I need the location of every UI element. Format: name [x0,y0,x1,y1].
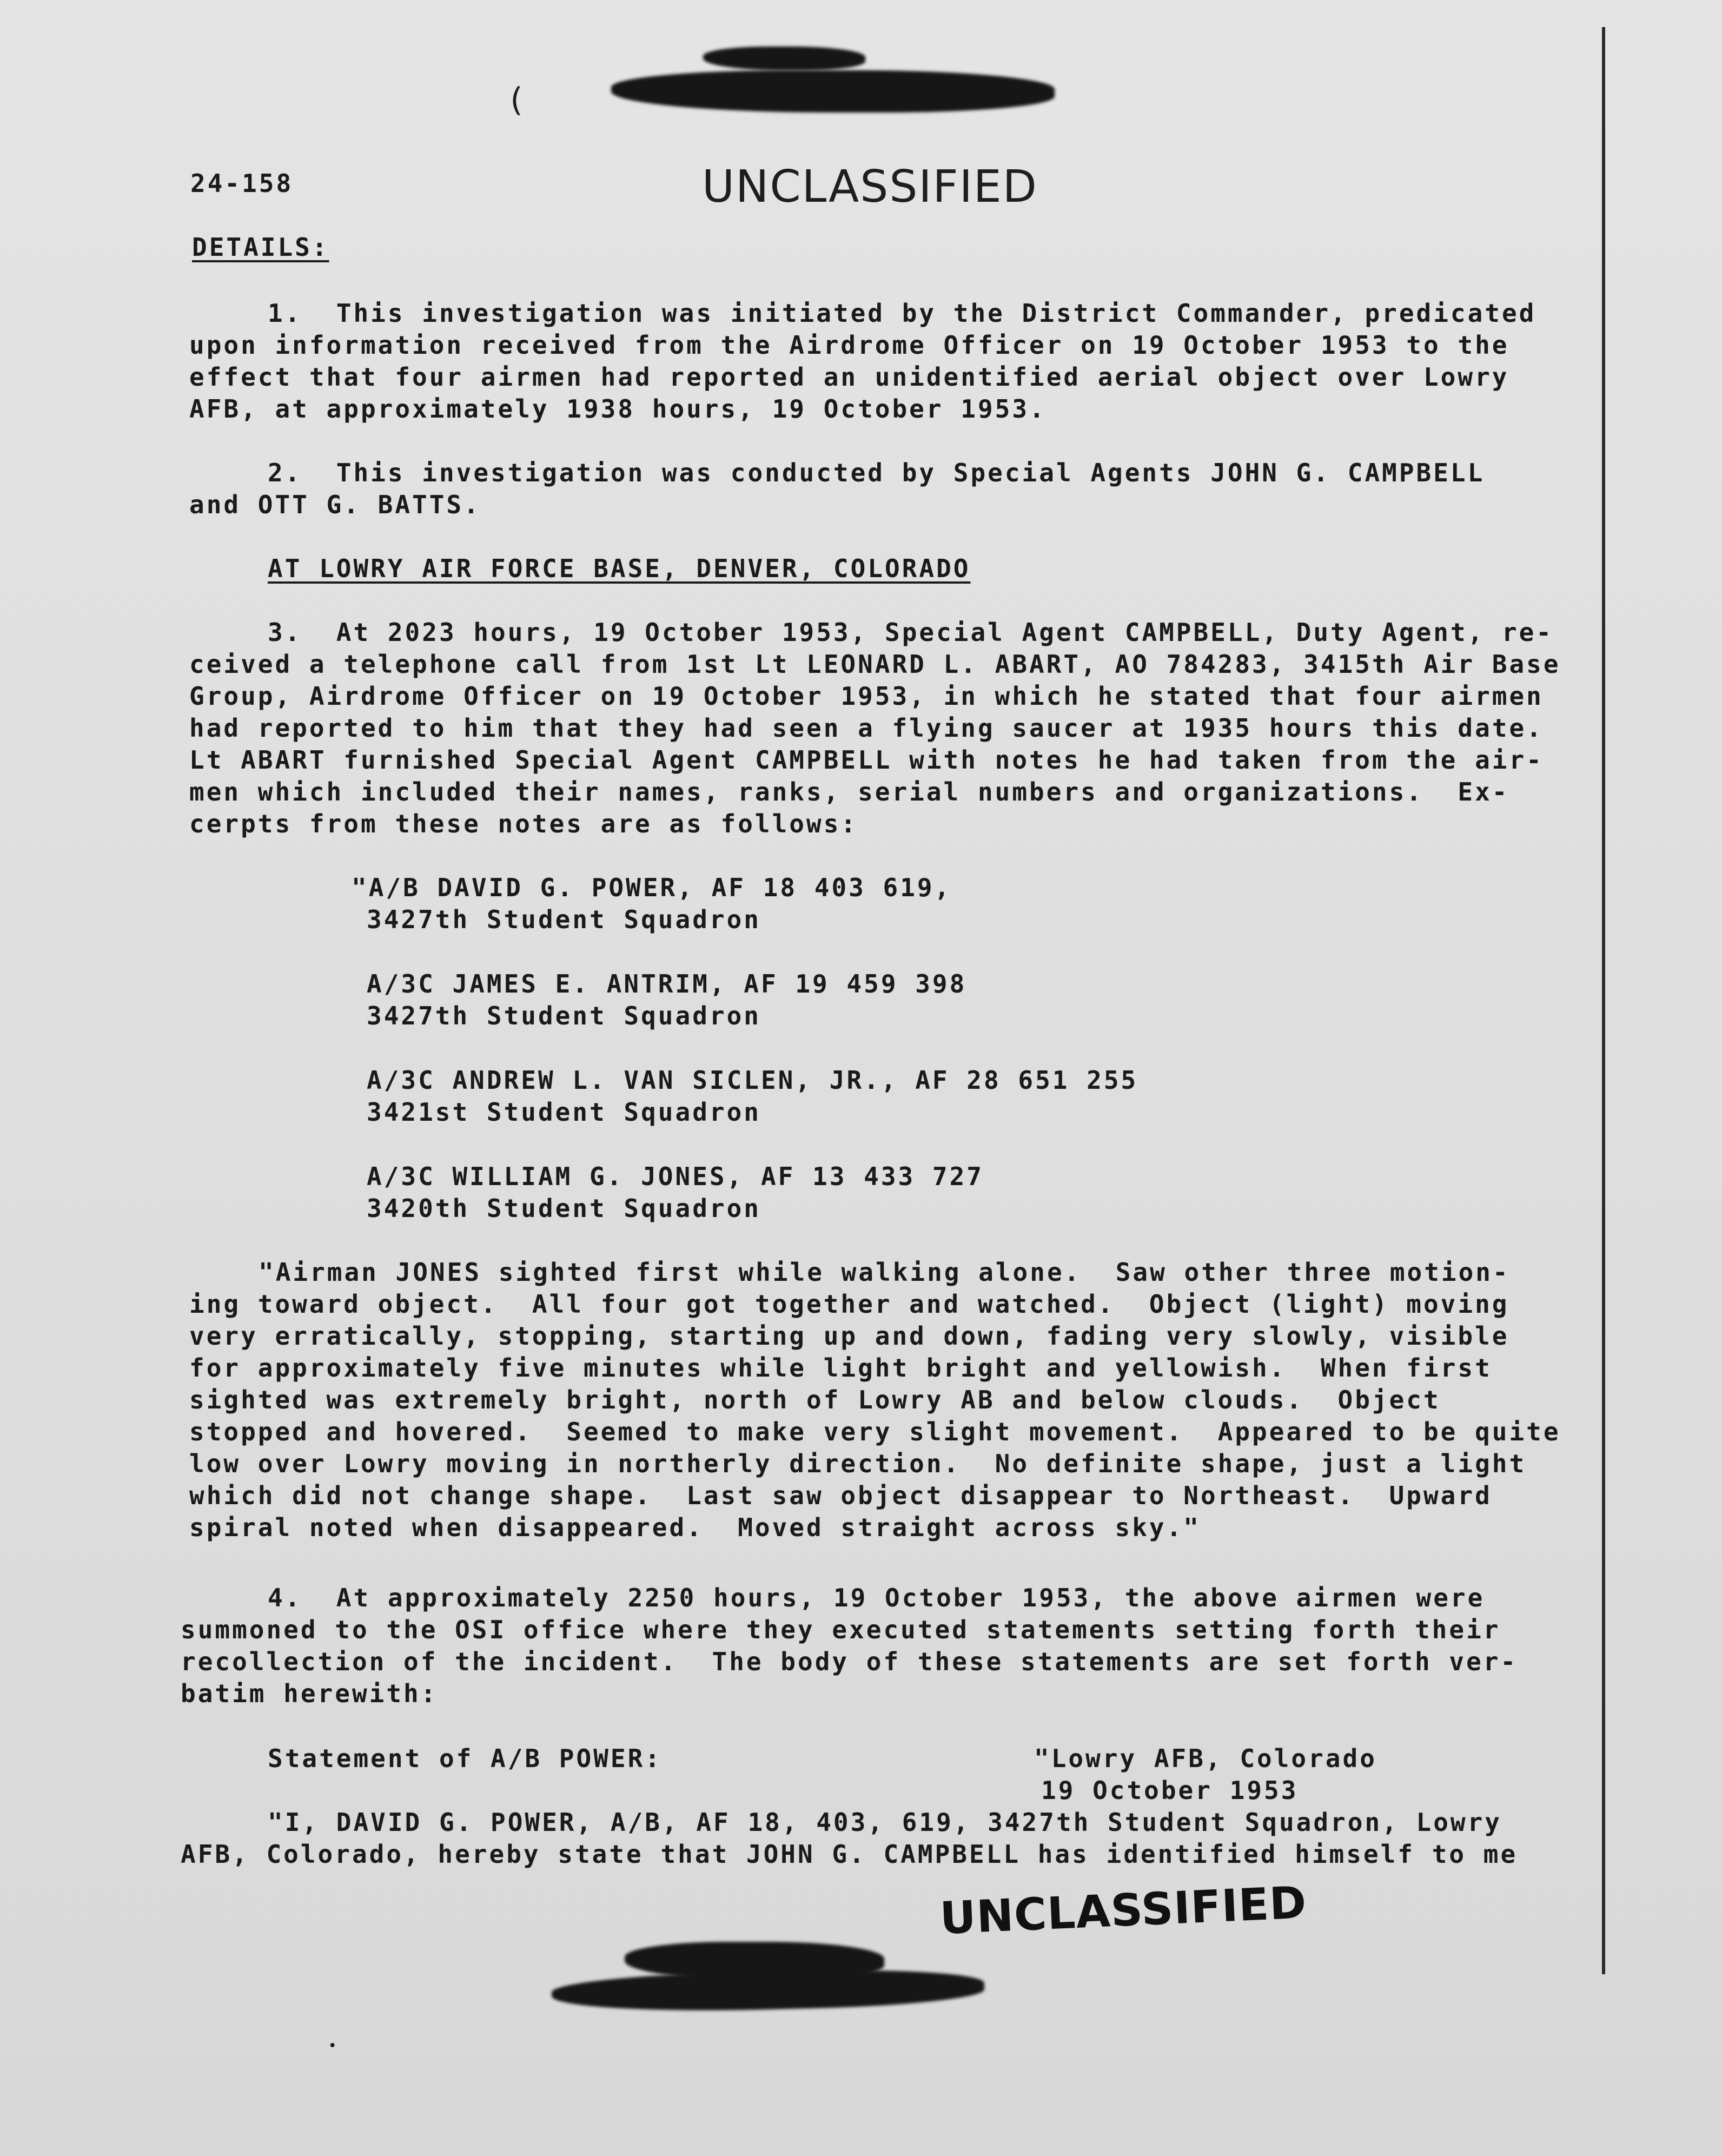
paragraph-line: had reported to him that they had seen a flying saucer at 1935 hours this date. [189,713,1544,743]
quote-line: which did not change shape. Last saw object disappear to Northeast. Upward [189,1481,1492,1510]
redaction-blot-bottom [551,1966,985,2015]
paragraph-line: Group, Airdrome Officer on 19 October 1953, in which he stated that four airmen [189,682,1544,711]
statement-line: AFB, Colorado, hereby state that JOHN G. CAMPBELL has identified himself to me [181,1840,1518,1869]
paragraph-line: men which included their names, ranks, serial numbers and organizations. Ex- [189,777,1509,806]
details-heading: DETAILS: [192,233,329,262]
paragraph-line: 4. At approximately 2250 hours, 19 October 1953, the above airmen were [268,1583,1485,1612]
paragraph-line: 3. At 2023 hours, 19 October 1953, Special Agent CAMPBELL, Duty Agent, re- [268,618,1554,647]
paragraph-line: recollection of the incident. The body of these statements are set forth ver- [181,1647,1518,1676]
airman-unit: 3427th Student Squadron [367,1001,761,1030]
airman-name: A/3C WILLIAM G. JONES, AF 13 433 727 [367,1162,984,1191]
location-heading: AT LOWRY AIR FORCE BASE, DENVER, COLORADO [268,554,971,583]
airman-name: "A/B DAVID G. POWER, AF 18 403 619, [352,873,952,902]
airman-name: A/3C ANDREW L. VAN SICLEN, JR., AF 28 651 255 [367,1066,1138,1095]
quote-line: very erratically, stopping, starting up and down, fading very slowly, visible [189,1321,1509,1351]
paragraph-line: 2. This investigation was conducted by Special Agents JOHN G. CAMPBELL [268,458,1485,487]
paragraph-line: cerpts from these notes are as follows: [189,809,858,838]
paragraph-line: ceived a telephone call from 1st Lt LEONARD L. ABART, AO 784283, 3415th Air Base [189,650,1561,679]
page-edge-line [1602,27,1605,1974]
classification-stamp-bottom: UNCLASSIFIED [938,1877,1308,1945]
paragraph-line: 1. This investigation was initiated by the District Commander, predicated [268,299,1536,328]
redaction-blot-top-small [703,47,865,70]
quote-line: stopped and hovered. Seemed to make very slight movement. Appeared to be quite [189,1417,1561,1446]
statement-line: "I, DAVID G. POWER, A/B, AF 18, 403, 619, 3427th Student Squadron, Lowry [268,1808,1502,1837]
quote-line: spiral noted when disappeared. Moved straight across sky." [189,1513,1201,1542]
paragraph-line: effect that four airmen had reported an unidentified aerial object over Lowry [189,362,1509,392]
airman-unit: 3427th Student Squadron [367,905,761,934]
quote-line: for approximately five minutes while light bright and yellowish. When first [189,1353,1492,1383]
paragraph-line: AFB, at approximately 1938 hours, 19 October 1953. [189,394,1047,424]
airman-unit: 3420th Student Squadron [367,1194,761,1223]
airman-name: A/3C JAMES E. ANTRIM, AF 19 459 398 [367,969,967,998]
paragraph-line: batim herewith: [181,1679,438,1708]
quote-line: sighted was extremely bright, north of Lowry AB and below clouds. Object [189,1385,1441,1414]
paragraph-line: and OTT G. BATTS. [189,490,481,519]
paragraph-line: summoned to the OSI office where they executed statements setting forth their [181,1615,1501,1644]
stray-mark-dot: • [329,2039,338,2053]
airman-unit: 3421st Student Squadron [367,1097,761,1127]
quote-line: low over Lowry moving in northerly direction. No definite shape, just a light [189,1449,1527,1478]
stray-mark-paren: ( [506,81,528,119]
quote-line: "Airman JONES sighted first while walking alone. Saw other three motion- [259,1258,1510,1287]
file-number: 24-158 [190,169,294,198]
classification-stamp-top: UNCLASSIFIED [702,161,1038,213]
statement-place: "Lowry AFB, Colorado [1034,1744,1377,1773]
statement-heading: Statement of A/B POWER: [268,1744,662,1773]
quote-line: ing toward object. All four got together and watched. Object (light) moving [189,1289,1509,1319]
paragraph-line: Lt ABART furnished Special Agent CAMPBELL with notes he had taken from the air- [189,745,1544,775]
paragraph-line: upon information received from the Airdrome Officer on 19 October 1953 to the [189,330,1509,360]
redaction-blot-top [611,70,1055,113]
statement-date: 19 October 1953 [1041,1776,1299,1805]
